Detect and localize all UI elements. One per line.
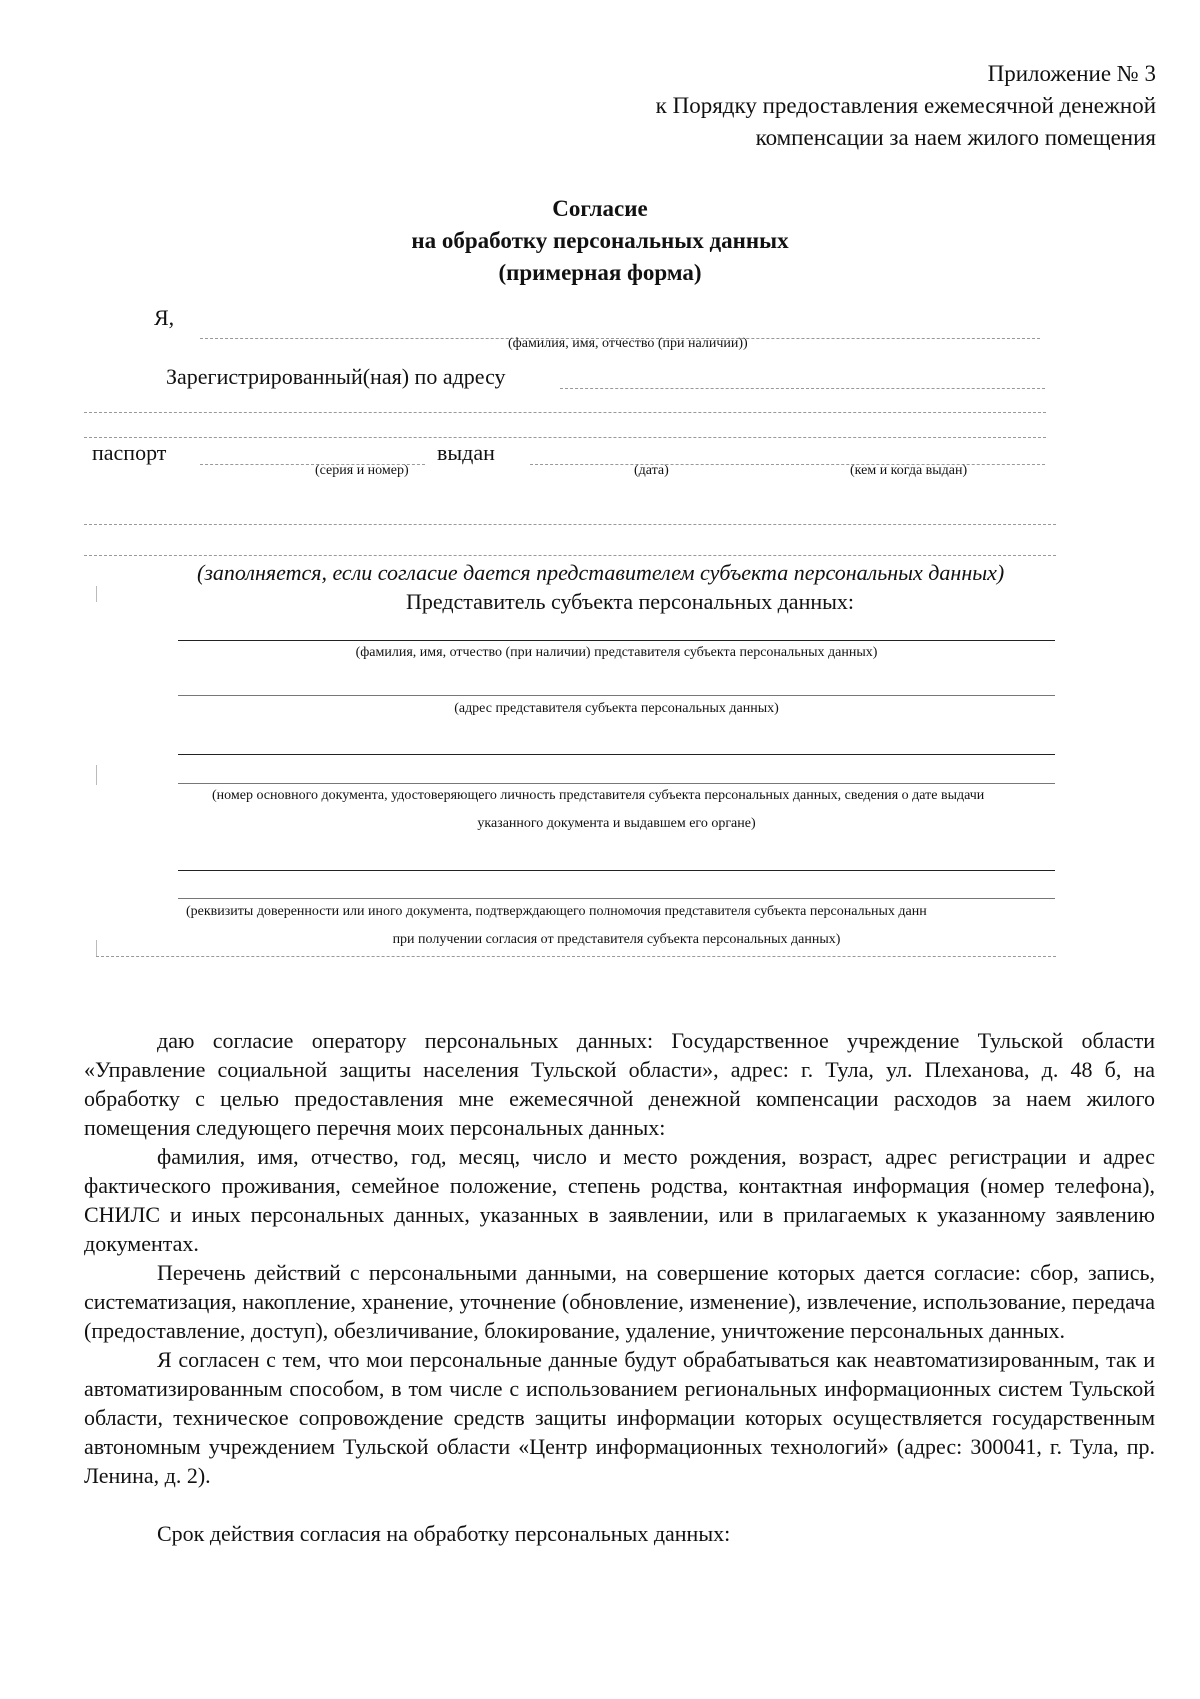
appendix-header bbox=[656, 58, 1156, 154]
representative-note: (заполняется, если согласие дается представителем субъекта персональных данных) bbox=[197, 560, 1005, 585]
appendix-number: Приложение № 3 bbox=[987, 61, 1156, 86]
rep-power-caption-2: при получении согласия от представителя субъекта персональных данных) bbox=[392, 932, 841, 947]
ya-label: Я, bbox=[154, 305, 175, 330]
passport-extra-line-2[interactable] bbox=[84, 555, 1056, 556]
title-line-2: на обработку персональных данных bbox=[411, 228, 789, 253]
consent-paragraph-5: Срок действия согласия на обработку персональных данных: bbox=[157, 1521, 731, 1546]
rep-power-line-1[interactable] bbox=[178, 870, 1055, 871]
rep-address-caption: (адрес представителя субъекта персональных данных) bbox=[454, 701, 779, 716]
address-line-1[interactable] bbox=[560, 388, 1045, 389]
consent-paragraph-4: Я согласен с тем, что мои персональные данные будут обрабатываться как неавтоматизированным, так и автоматизированным способом, в том числе с использованием региональных информационных систем Тульской области, техническое сопровождение средств защиты информации которых осуществляется государственным автономным учреждением Тульской области «Центр информационных технологий» (адрес: 300041, г. Тула, пр. Ленина, д. 2). bbox=[84, 1347, 1155, 1488]
rep-doc-line-1[interactable] bbox=[178, 754, 1055, 755]
rep-fio-caption: (фамилия, имя, отчество (при наличии) представителя субъекта персональных данных) bbox=[355, 645, 878, 660]
issued-label: выдан bbox=[437, 440, 495, 465]
passport-label: паспорт bbox=[92, 440, 167, 465]
address-line-3[interactable] bbox=[84, 437, 1046, 438]
fio-caption: (фамилия, имя, отчество (при наличии)) bbox=[508, 336, 748, 351]
appendix-ref-line-2: компенсации за наем жилого помещения bbox=[755, 125, 1156, 150]
passport-extra-line-1[interactable] bbox=[84, 524, 1056, 525]
scan-mark-1 bbox=[96, 586, 97, 602]
rep-power-line-2[interactable] bbox=[178, 898, 1055, 899]
consent-paragraph-3: Перечень действий с персональными данными, на совершение которых дается согласие: сбор, запись, систематизация, накопление, хранение, уточнение (обновление, изменение), извлечение, использование, передача (предоставление, доступ), обезличивание, блокирование, удаление, уничтожение персональных данных. bbox=[84, 1260, 1155, 1343]
title-line-1: Согласие bbox=[552, 196, 648, 221]
representative-heading: Представитель субъекта персональных данных: bbox=[405, 589, 855, 614]
rep-doc-caption-1: (номер основного документа, удостоверяющего личность представителя субъекта персональных данных, сведения о дате выдачи bbox=[212, 788, 985, 803]
issuer-caption: (кем и когда выдан) bbox=[850, 463, 968, 478]
consent-body bbox=[84, 1026, 1155, 1548]
consent-paragraph-1: даю согласие оператору персональных данных: Государственное учреждение Тульской области «Управление социальной защиты населения Тульской области», адрес: г. Тула, ул. Плеханова, д. 48 б, на обработку с целью предоставления мне ежемесячной денежной компенсации расходов за наем жилого помещения следующего перечня моих персональных данных: bbox=[84, 1028, 1155, 1140]
rep-power-caption-1: (реквизиты доверенности или иного документа, подтверждающего полномочия представителя субъекта персональных данн bbox=[186, 904, 927, 919]
rep-power-line-3 bbox=[96, 956, 1056, 957]
passport-issued-line[interactable] bbox=[530, 464, 1045, 465]
address-line-2[interactable] bbox=[84, 412, 1046, 413]
rep-address-line[interactable] bbox=[178, 695, 1055, 696]
document-title bbox=[0, 193, 1200, 289]
rep-doc-caption-2: указанного документа и выдавшем его органе) bbox=[477, 816, 756, 831]
series-caption: (серия и номер) bbox=[315, 463, 409, 478]
date-caption: (дата) bbox=[634, 463, 669, 478]
scan-mark-2 bbox=[96, 765, 97, 785]
scan-mark-3 bbox=[96, 940, 97, 956]
registered-label: Зарегистрированный(ная) по адресу bbox=[166, 364, 506, 389]
rep-doc-line-2[interactable] bbox=[178, 783, 1055, 784]
title-line-3: (примерная форма) bbox=[498, 260, 702, 285]
consent-paragraph-2: фамилия, имя, отчество, год, месяц, число и место рождения, возраст, адрес регистрации и адрес фактического проживания, семейное положение, степень родства, контактная информация (номер телефона), СНИЛС и иных персональных данных, указанных в заявлении, или в прилагаемых к указанному заявлению документах. bbox=[84, 1144, 1155, 1256]
rep-fio-line[interactable] bbox=[178, 640, 1055, 641]
appendix-ref-line-1: к Порядку предоставления ежемесячной денежной bbox=[655, 93, 1156, 118]
